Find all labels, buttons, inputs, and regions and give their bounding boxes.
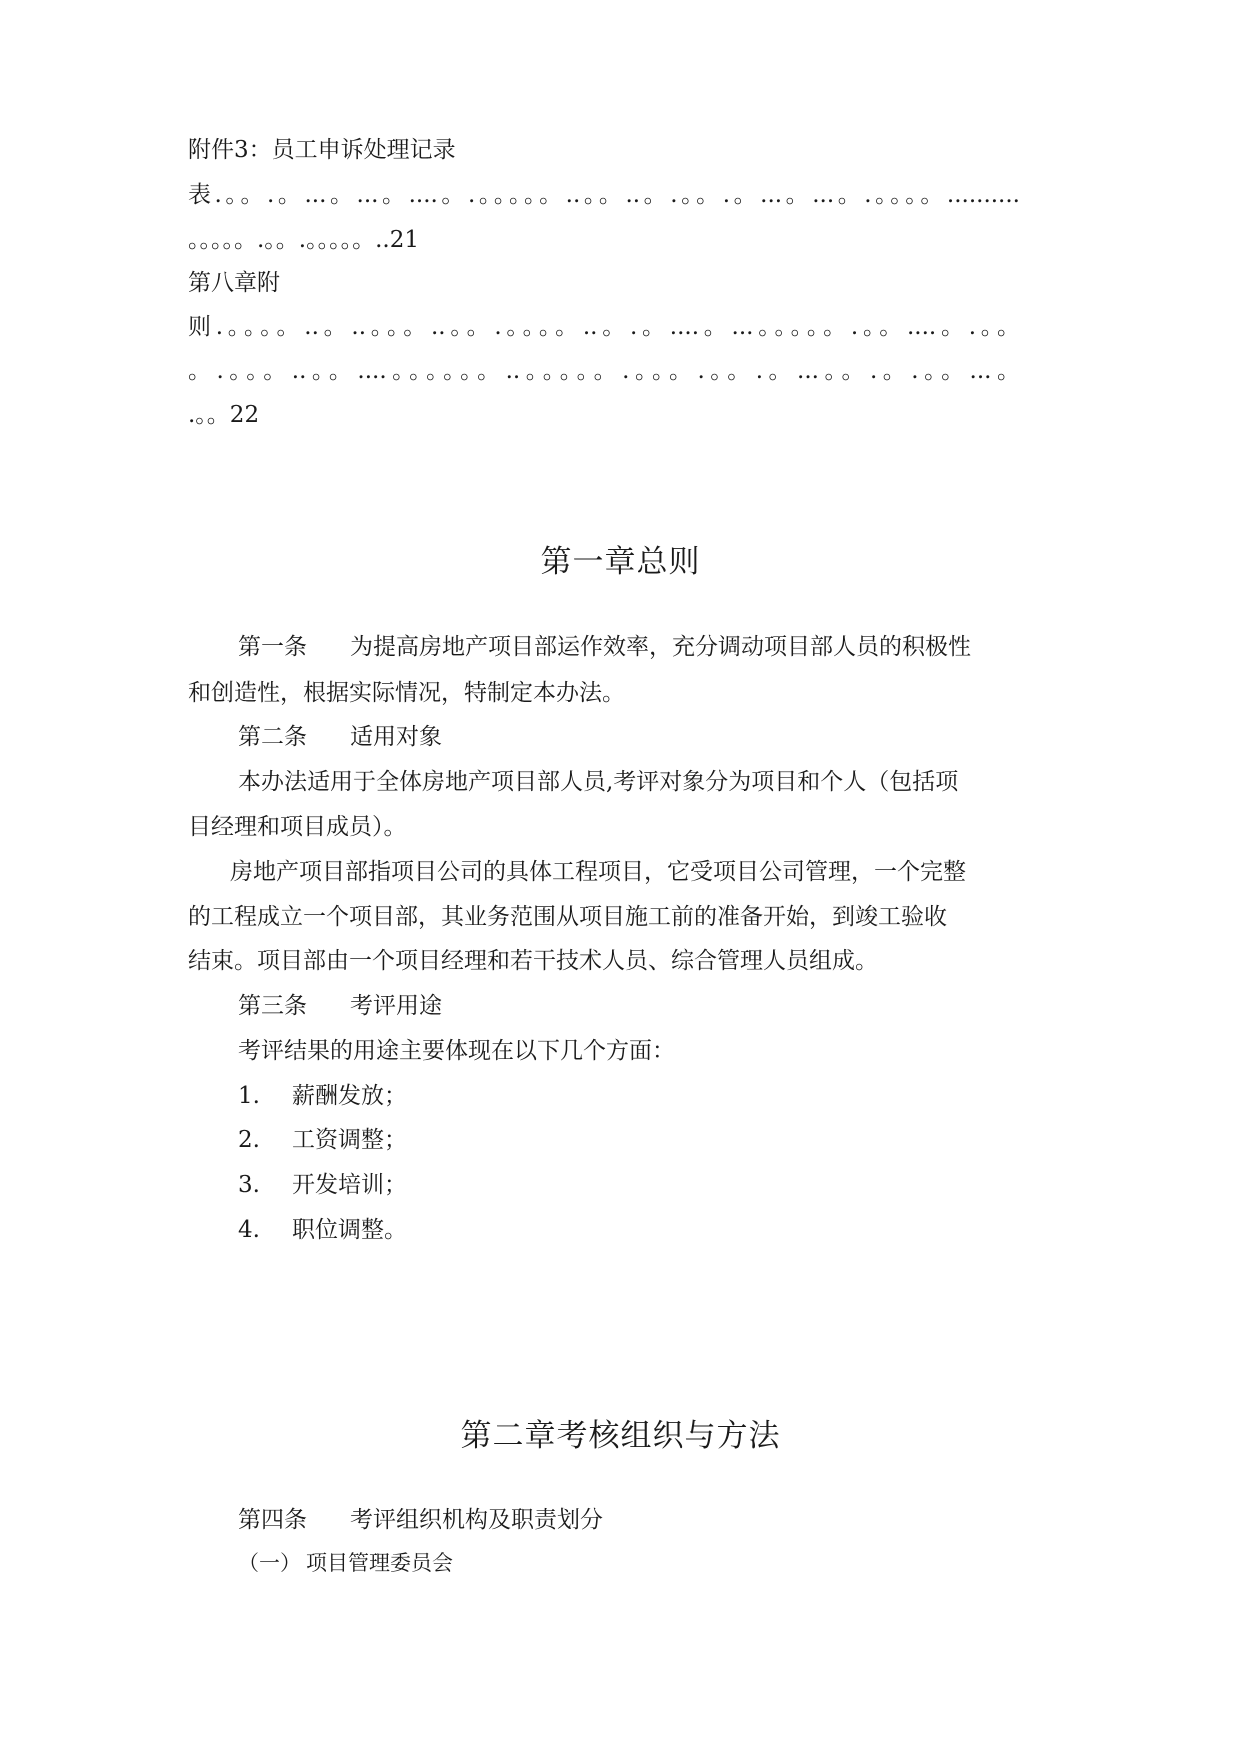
- toc-annex3-leader-2[interactable]: 。。。。。.。。.。。。。。..21: [188, 227, 420, 253]
- article-1-line-1: [238, 632, 1020, 662]
- article-1-line-2: 和创造性，根据实际情况，特制定本办法。: [188, 680, 625, 706]
- list-item: [238, 1215, 1020, 1245]
- article-1-text: 为提高房地产项目部运作效率，充分调动项目部人员的积极性: [350, 634, 971, 660]
- toc-ch8-leader-2[interactable]: 。.。。。..。。....。。。。。。..。。。。。.。。。.。。.。...。。.。.。。...。: [188, 358, 1020, 384]
- article-4-number: 第四条: [238, 1507, 307, 1533]
- list-item-number: 3.: [238, 1172, 260, 1198]
- list-item-text: 工资调整；: [292, 1127, 407, 1153]
- article-2-title: 适用对象: [350, 724, 442, 750]
- list-item-number: 1.: [238, 1083, 260, 1109]
- list-item: [238, 1170, 1020, 1200]
- toc-annex3-leader-1[interactable]: 表.。。.。...。...。....。.。。。。。..。。..。.。。.。...。...。.。。。。..........: [188, 182, 1020, 208]
- subsection-1-number: （一）: [238, 1551, 301, 1575]
- article-3-number: 第三条: [238, 993, 307, 1019]
- list-item: [238, 1081, 1020, 1111]
- list-item-text: 薪酬发放；: [292, 1083, 407, 1109]
- toc-ch8-leader-1[interactable]: 则.。。。。..。..。。。..。。.。。。。..。.。....。...。。。。。.。。....。.。。: [188, 314, 1020, 340]
- article-3-title: 考评用途: [350, 993, 442, 1019]
- list-item-number: 4.: [238, 1217, 260, 1243]
- article-2-number: 第二条: [238, 724, 307, 750]
- subsection-1-heading: [238, 1548, 1020, 1578]
- article-1-number: 第一条: [238, 634, 307, 660]
- chapter-2-title: 第二章考核组织与方法: [460, 1418, 781, 1454]
- scope-paragraph-line-3: 结束。项目部由一个项目经理和若干技术人员、综合管理人员组成。: [188, 948, 878, 974]
- article-2-line-1: 本办法适用于全体房地产项目部人员,考评对象分为项目和个人（包括项: [238, 769, 959, 795]
- article-2-line-2: 目经理和项目成员）。: [188, 814, 407, 840]
- toc-annex3-title[interactable]: 附件3：员工申诉处理记录: [188, 137, 456, 163]
- list-item-text: 开发培训；: [292, 1172, 407, 1198]
- list-item-number: 2.: [238, 1127, 260, 1153]
- article-4-title: 考评组织机构及职责划分: [350, 1507, 603, 1533]
- list-item: [238, 1125, 1020, 1155]
- list-item-text: 职位调整。: [292, 1217, 407, 1243]
- article-2-heading: [238, 722, 1020, 752]
- chapter-1-title: 第一章总则: [540, 544, 701, 580]
- article-3-intro: 考评结果的用途主要体现在以下几个方面：: [238, 1038, 675, 1064]
- toc-ch8-leader-3[interactable]: .。。22: [188, 402, 260, 428]
- subsection-1-title: 项目管理委员会: [306, 1551, 453, 1575]
- scope-paragraph-line-1: 房地产项目部指项目公司的具体工程项目，它受项目公司管理，一个完整: [230, 859, 966, 885]
- article-3-heading: [238, 991, 1020, 1021]
- scope-paragraph-line-2: 的工程成立一个项目部，其业务范围从项目施工前的准备开始，到竣工验收: [188, 904, 947, 930]
- article-4-heading: [238, 1505, 1020, 1535]
- toc-ch8-title[interactable]: 第八章附: [188, 270, 280, 296]
